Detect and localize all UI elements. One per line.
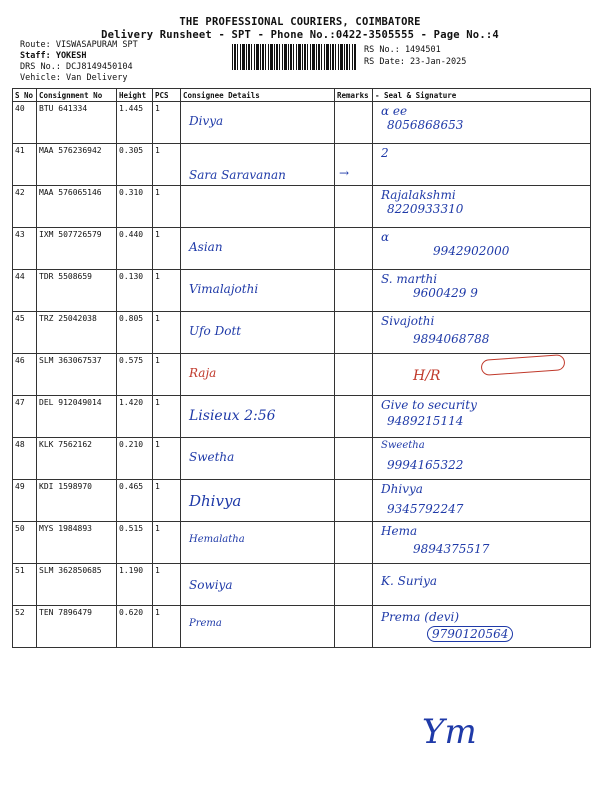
phone-handwriting: 9600429 9: [413, 286, 478, 300]
height-cell: 1.190: [117, 564, 153, 606]
remarks-cell: [335, 564, 373, 606]
drs-label: DRS No.: DCJ8149450104: [20, 62, 133, 72]
signature-handwriting: H/R: [413, 368, 441, 384]
consignee-handwriting: Asian: [189, 240, 223, 254]
consignee-handwriting: Ufo Dott: [189, 324, 242, 338]
vehicle-label: Vehicle: Van Delivery: [20, 73, 128, 83]
footer-signature: Ym: [422, 712, 477, 752]
pcs-cell: 1: [153, 354, 181, 396]
remarks-cell: [335, 312, 373, 354]
height-cell: 0.515: [117, 522, 153, 564]
sno-cell: 49: [13, 480, 37, 522]
signature-handwriting: K. Suriya: [381, 574, 438, 588]
pcs-cell: 1: [153, 522, 181, 564]
col-consignee-header: Consignee Details: [181, 89, 335, 102]
pcs-cell: 1: [153, 228, 181, 270]
col-remarks-header: Remarks: [335, 89, 373, 102]
stamp-icon: [481, 354, 566, 376]
table-row: [13, 312, 591, 354]
remarks-cell: [335, 186, 373, 228]
signature-handwriting: Rajalakshmi: [381, 188, 456, 202]
table-row: [13, 228, 591, 270]
height-cell: 0.620: [117, 606, 153, 648]
runsheet-table: [12, 88, 591, 648]
phone-handwriting: 9994165322: [387, 458, 464, 472]
pcs-cell: 1: [153, 312, 181, 354]
sno-cell: 51: [13, 564, 37, 606]
sno-cell: 46: [13, 354, 37, 396]
col-height-header: Height: [117, 89, 153, 102]
height-cell: 0.310: [117, 186, 153, 228]
remarks-cell: [335, 354, 373, 396]
table-row: [13, 186, 591, 228]
consignee-handwriting: Raja: [189, 366, 217, 380]
table-row: [13, 354, 591, 396]
consignee-handwriting: Dhivya: [189, 492, 242, 510]
consignment-cell: SLM 362850685: [37, 564, 117, 606]
sno-cell: 52: [13, 606, 37, 648]
consignment-cell: MYS 1984893: [37, 522, 117, 564]
consignee-handwriting: Sara Saravanan: [189, 168, 286, 182]
signature-handwriting: ɑ: [381, 230, 390, 244]
route-label: Route: VISWASAPURAM SPT: [20, 40, 138, 50]
company-title: THE PROFESSIONAL COURIERS, COIMBATORE: [179, 16, 421, 28]
table-row: [13, 438, 591, 480]
table-row: [13, 102, 591, 144]
consignee-handwriting: Prema: [189, 618, 222, 629]
consignee-handwriting: Hemalatha: [189, 534, 245, 545]
rs-number: RS No.: 1494501: [364, 45, 441, 55]
table-header-row: [13, 89, 591, 102]
remarks-cell: [335, 438, 373, 480]
signature-handwriting: ɑ ee: [381, 104, 408, 118]
barcode: [232, 44, 356, 70]
remarks-cell: [335, 522, 373, 564]
remarks-cell: [335, 270, 373, 312]
phone-handwriting: 9489215114: [387, 414, 464, 428]
height-cell: 0.465: [117, 480, 153, 522]
height-cell: 1.420: [117, 396, 153, 438]
sno-cell: 45: [13, 312, 37, 354]
signature-handwriting: Sweetha: [381, 440, 425, 451]
phone-handwriting: 8220933310: [387, 202, 464, 216]
signature-handwriting: Sivajothi: [381, 314, 435, 328]
height-cell: 1.445: [117, 102, 153, 144]
pcs-cell: 1: [153, 438, 181, 480]
sno-cell: 43: [13, 228, 37, 270]
consignment-cell: TRZ 25042038: [37, 312, 117, 354]
phone-handwriting: 9790120564: [427, 626, 513, 642]
height-cell: 0.440: [117, 228, 153, 270]
phone-handwriting: 9894068788: [413, 332, 490, 346]
remarks-cell: [335, 396, 373, 438]
rs-date: RS Date: 23-Jan-2025: [364, 57, 467, 67]
height-cell: 0.805: [117, 312, 153, 354]
sno-cell: 48: [13, 438, 37, 480]
remarks-cell: [335, 480, 373, 522]
consignee-handwriting: Lisieux 2:56: [189, 408, 276, 424]
pcs-cell: 1: [153, 270, 181, 312]
phone-handwriting: 9345792247: [387, 502, 464, 516]
consignment-cell: KDI 1598970: [37, 480, 117, 522]
table-row: [13, 396, 591, 438]
remarks-cell: [335, 228, 373, 270]
sno-cell: 40: [13, 102, 37, 144]
height-cell: 0.210: [117, 438, 153, 480]
consignment-cell: KLK 7562162: [37, 438, 117, 480]
height-cell: 0.575: [117, 354, 153, 396]
consignment-cell: MAA 576236942: [37, 144, 117, 186]
consignment-cell: MAA 576065146: [37, 186, 117, 228]
sno-cell: 41: [13, 144, 37, 186]
remarks-cell: [335, 102, 373, 144]
table-row: [13, 480, 591, 522]
signature-handwriting: 2: [381, 146, 389, 160]
pcs-cell: 1: [153, 564, 181, 606]
pcs-cell: 1: [153, 396, 181, 438]
pcs-cell: 1: [153, 186, 181, 228]
pcs-cell: 1: [153, 606, 181, 648]
col-sno-header: S No: [13, 89, 37, 102]
table-row: [13, 270, 591, 312]
consignee-handwriting: Swetha: [189, 450, 235, 464]
col-consignment-header: Consignment No: [37, 89, 117, 102]
signature-handwriting: Prema (devi): [381, 610, 460, 624]
sno-cell: 42: [13, 186, 37, 228]
consignee-handwriting: Sowiya: [189, 578, 233, 592]
remarks-cell: [335, 606, 373, 648]
table-row: [13, 564, 591, 606]
arrow-mark: →: [339, 166, 350, 180]
phone-handwriting: 9942902000: [433, 244, 510, 258]
sno-cell: 47: [13, 396, 37, 438]
signature-handwriting: Give to security: [381, 398, 477, 412]
table-row: [13, 144, 591, 186]
phone-handwriting: 8056868653: [387, 118, 464, 132]
height-cell: 0.130: [117, 270, 153, 312]
staff-label: Staff: YOKESH: [20, 51, 87, 61]
pcs-cell: 1: [153, 102, 181, 144]
table-row: [13, 522, 591, 564]
consignee-handwriting: Divya: [189, 114, 224, 128]
sno-cell: 50: [13, 522, 37, 564]
signature-handwriting: S. marthi: [381, 272, 438, 286]
consignment-cell: IXM 507726579: [37, 228, 117, 270]
consignee-handwriting: Vimalajothi: [189, 282, 259, 296]
col-signature-header: - Seal & Signature: [373, 89, 591, 102]
table-row: [13, 606, 591, 648]
sno-cell: 44: [13, 270, 37, 312]
runsheet-subtitle: Delivery Runsheet - SPT - Phone No.:0422-3505555 - Page No.:4: [101, 29, 499, 41]
height-cell: 0.305: [117, 144, 153, 186]
consignment-cell: SLM 363067537: [37, 354, 117, 396]
consignment-cell: TEN 7896479: [37, 606, 117, 648]
signature-handwriting: Dhivya: [381, 482, 423, 496]
consignment-cell: BTU 641334: [37, 102, 117, 144]
col-pcs-header: PCS: [153, 89, 181, 102]
phone-handwriting: 9894375517: [413, 542, 490, 556]
pcs-cell: 1: [153, 480, 181, 522]
consignment-cell: DEL 912049014: [37, 396, 117, 438]
consignment-cell: TDR 5508659: [37, 270, 117, 312]
pcs-cell: 1: [153, 144, 181, 186]
signature-handwriting: Hema: [381, 524, 418, 538]
